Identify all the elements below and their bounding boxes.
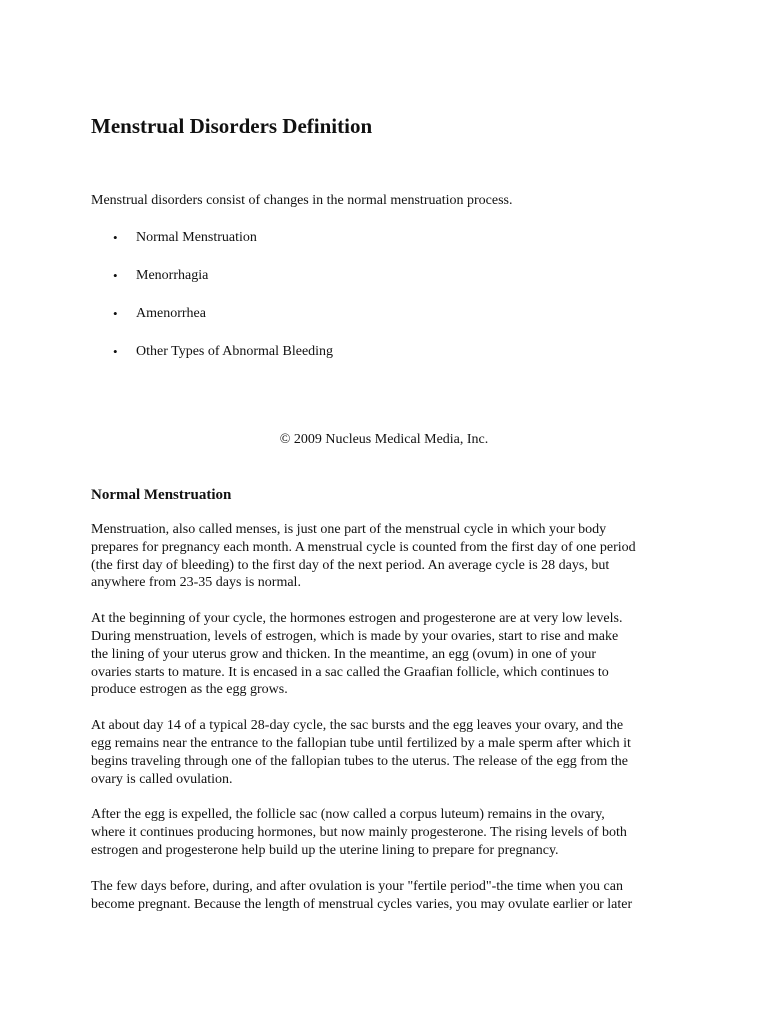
- body-paragraph: [91, 717, 681, 788]
- text-line: anywhere from 23-35 days is normal.: [91, 575, 301, 591]
- toc-item-amenorrhea[interactable]: [0, 305, 768, 343]
- text-line: ovaries starts to mature. It is encased in a sac called the Graafian follicle, which continues to: [91, 664, 609, 680]
- text-line: prepares for pregnancy each month. A menstrual cycle is counted from the first day of one period: [91, 539, 636, 555]
- text-line: the lining of your uterus grow and thicken. In the meantime, an egg (ovum) in one of your: [91, 646, 597, 662]
- text-line: begins traveling through one of the fallopian tubes to the uterus. The release of the egg from the: [91, 753, 629, 769]
- text-line: The few days before, during, and after ovulation is your "fertile period"-the time when you can: [91, 878, 623, 894]
- toc-item-other-abnormal-bleeding[interactable]: [0, 343, 768, 381]
- text-line: At the beginning of your cycle, the hormones estrogen and progesterone are at very low levels.: [91, 611, 623, 627]
- text-line: After the egg is expelled, the follicle sac (now called a corpus luteum) remains in the ovary,: [91, 807, 605, 823]
- text-line: ovary is called ovulation.: [91, 771, 233, 787]
- toc-item-menorrhagia[interactable]: [0, 267, 768, 305]
- body-paragraph: [91, 806, 681, 859]
- section-body: [91, 521, 681, 931]
- toc-item-label[interactable]: Other Types of Abnormal Bleeding: [136, 344, 334, 359]
- text-line: During menstruation, levels of estrogen, which is made by your ovaries, start to rise and make: [91, 628, 619, 644]
- toc-item-label[interactable]: Normal Menstruation: [136, 230, 257, 245]
- page-title: Menstrual Disorders Definition: [91, 114, 373, 138]
- toc-item-label[interactable]: Menorrhagia: [136, 268, 209, 283]
- toc-item-label[interactable]: Amenorrhea: [136, 306, 206, 321]
- text-line: estrogen and progesterone help build up the uterine lining to prepare for pregnancy.: [91, 842, 559, 858]
- text-line: become pregnant. Because the length of menstrual cycles varies, you may ovulate earlier or later: [91, 896, 633, 912]
- body-paragraph: [91, 878, 681, 914]
- text-line: egg remains near the entrance to the fallopian tube until fertilized by a male sperm after which it: [91, 735, 631, 751]
- bullet-icon: •: [113, 306, 118, 321]
- body-paragraph: [91, 610, 681, 699]
- text-line: produce estrogen as the egg grows.: [91, 682, 288, 698]
- text-line: Menstruation, also called menses, is just one part of the menstrual cycle in which your body: [91, 522, 607, 537]
- text-line: At about day 14 of a typical 28-day cycle, the sac bursts and the egg leaves your ovary, and the: [91, 718, 624, 734]
- intro-paragraph: Menstrual disorders consist of changes in the normal menstruation process.: [91, 193, 513, 208]
- bullet-icon: •: [113, 230, 118, 245]
- body-paragraph: [91, 521, 681, 592]
- bullet-icon: •: [113, 268, 118, 283]
- text-line: where it continues producing hormones, but now mainly progesterone. The rising levels of both: [91, 825, 627, 841]
- text-line: (the first day of bleeding) to the first day of the next period. An average cycle is 28 days, but: [91, 557, 610, 573]
- bullet-icon: •: [113, 344, 118, 359]
- section-heading: Normal Menstruation: [91, 487, 232, 503]
- toc-list: [0, 229, 768, 381]
- copyright-notice: © 2009 Nucleus Medical Media, Inc.: [279, 432, 489, 447]
- toc-item-normal-menstruation[interactable]: [0, 229, 768, 267]
